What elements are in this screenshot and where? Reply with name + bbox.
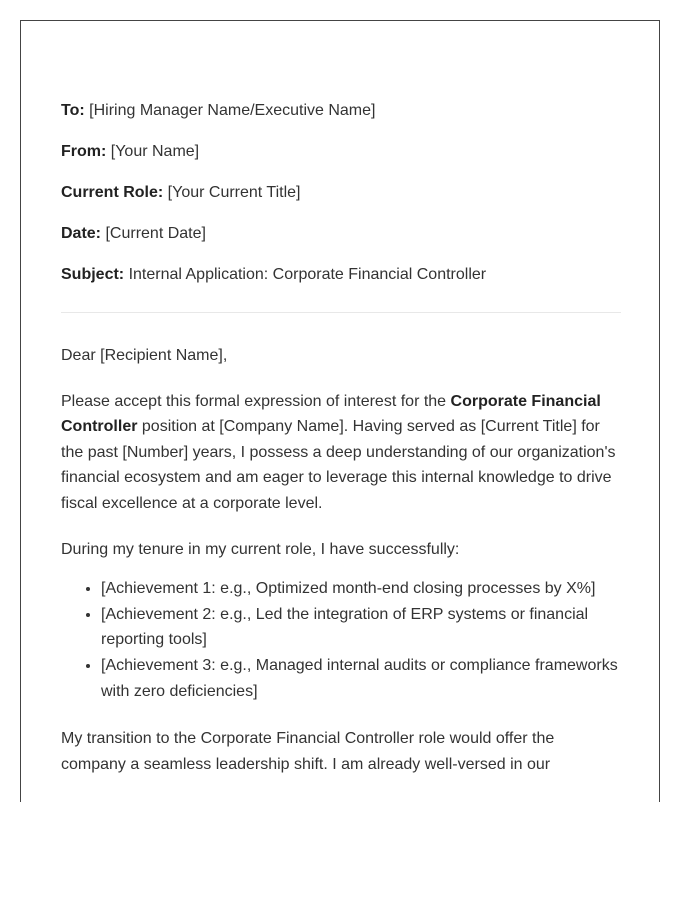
intro-text-start: Please accept this formal expression of interest for the [61,392,451,410]
memo-date [61,224,621,243]
memo-to-label: To: [61,102,85,119]
memo-to [61,101,621,120]
transition-paragraph: My transition to the Corporate Financial Controller role would offer the company a seamless leadership shift. I am already well-versed in our [61,730,555,773]
letter-content [61,101,621,797]
memo-subject-label: Subject: [61,266,125,283]
achievement-item: • [Achievement 3: e.g., Managed internal audits or compliance frameworks with zero deficiencies] [101,653,621,704]
greeting: Dear [Recipient Name], [61,347,228,364]
intro-position-title: Corporate Financial Controller [61,392,601,436]
intro-paragraph [61,389,621,517]
memo-to-value: [Hiring Manager Name/Executive Name] [84,102,376,119]
memo-subject [61,265,621,284]
memo-role-value: [Your Current Title] [163,184,301,201]
letter-page [20,20,660,802]
achievements-list [61,576,621,704]
tenure-intro: During my tenure in my current role, I have successfully: [61,540,460,558]
memo-role-label: Current Role: [61,184,164,201]
memo-from-value: [Your Name] [106,143,200,160]
achievement-item: • [Achievement 2: e.g., Led the integration of ERP systems or financial reporting tools] [101,602,621,653]
memo-date-value: [Current Date] [101,225,206,242]
memo-from [61,142,621,161]
achievement-item: • [Achievement 1: e.g., Optimized month-end closing processes by X%] [101,576,621,602]
intro-text-end: position at [Company Name]. Having served as [Current Title] for the past [Number] years, I possess a deep understanding of our organization's financial ecosystem and am eager to leverage this internal knowledge to drive fiscal excellence at a corporate level. [61,418,616,512]
header-divider [61,312,621,313]
memo-role [61,183,621,202]
memo-subject-value: Internal Application: Corporate Financial Controller [124,266,487,283]
memo-from-label: From: [61,143,107,160]
memo-date-label: Date: [61,225,102,242]
